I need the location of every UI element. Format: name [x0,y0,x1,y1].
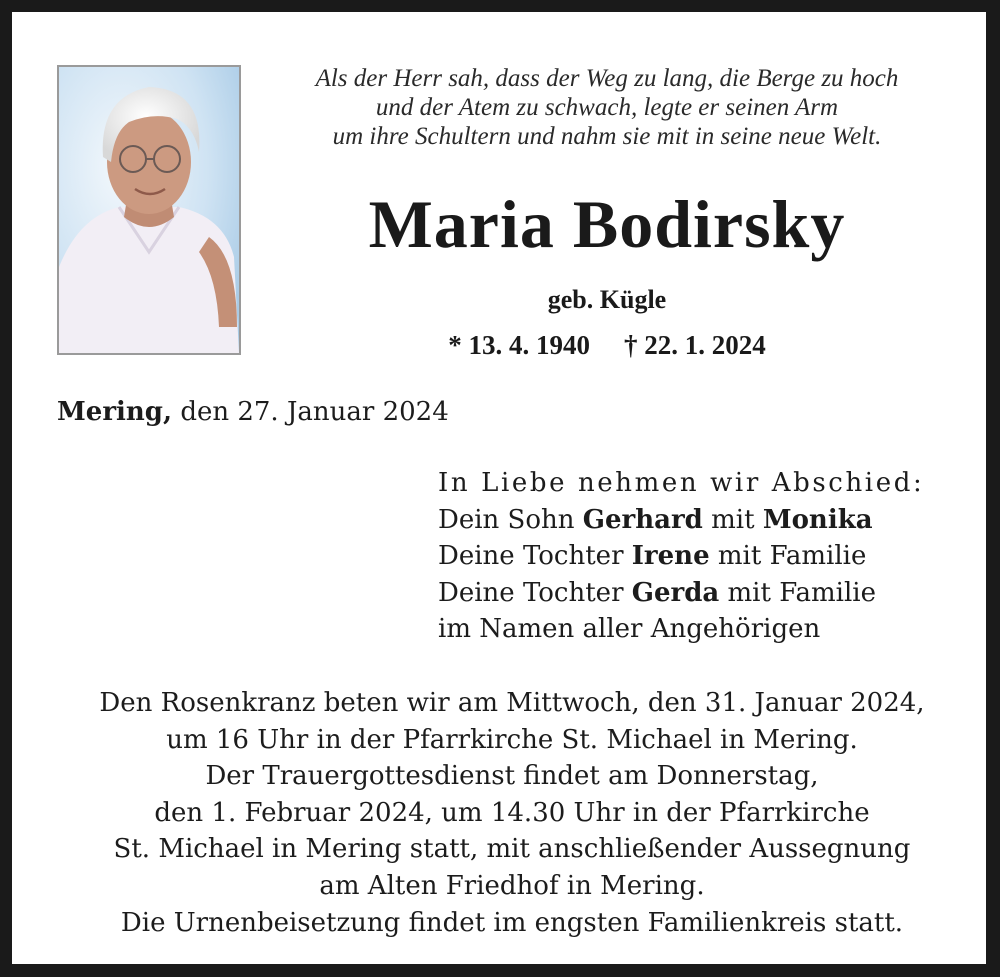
memorial-poem [257,64,957,151]
place-date-line [57,394,449,430]
place: Mering, [57,397,173,427]
service-line: Die Urnenbeisetzung findet im engsten Familienkreis statt. [120,907,904,938]
family-line-son [438,502,924,539]
service-line: Der Trauergottesdienst findet am Donnerstag, [205,761,819,792]
son-partner-name: Monika [762,504,873,535]
service-line: um 16 Uhr in der Pfarrkirche St. Michael in Mering. [166,724,858,755]
family-mourners [438,465,924,648]
birth-name: geb. Kügle [547,285,667,314]
family-heading: In Liebe nehmen wir Abschied: [438,468,925,498]
daughter-prefix: Deine Tochter [438,541,624,571]
son-mid: mit [711,504,755,535]
daughter-name: Irene [631,541,710,571]
notice-date: den 27. Januar 2024 [180,397,449,427]
life-dates [257,326,957,364]
service-line: St. Michael in Mering statt, mit anschließender Aussegnung [113,834,911,865]
portrait-photo [57,65,241,355]
daughter-name: Gerda [631,577,720,608]
daughter-suffix: mit Familie [717,541,867,571]
service-line: Den Rosenkranz beten wir am Mittwoch, den 31. Januar 2024, [99,688,925,718]
service-information [42,685,982,941]
daughter-suffix: mit Familie [727,577,876,608]
daughter-prefix: Deine Tochter [438,577,624,608]
poem-line: und der Atem zu schwach, legte er seinen Arm [375,94,839,121]
family-line-daughter [438,538,924,575]
service-line: am Alten Friedhof in Mering. [319,870,705,901]
death-date: † 22. 1. 2024 [624,330,766,360]
family-closing: im Namen aller Angehörigen [438,614,821,644]
poem-line: Als der Herr sah, dass der Weg zu lang, die Berge zu hoch [315,65,899,92]
poem-line: um ihre Schultern und nahm sie mit in seine neue Welt. [332,123,882,150]
birth-date: * 13. 4. 1940 [448,330,590,360]
son-name: Gerhard [582,504,703,535]
son-prefix: Dein Sohn [438,504,575,535]
service-line: den 1. Februar 2024, um 14.30 Uhr in der Pfarrkirche [154,797,870,828]
deceased-name: Maria Bodirsky [368,186,846,262]
family-line-daughter [438,575,924,612]
